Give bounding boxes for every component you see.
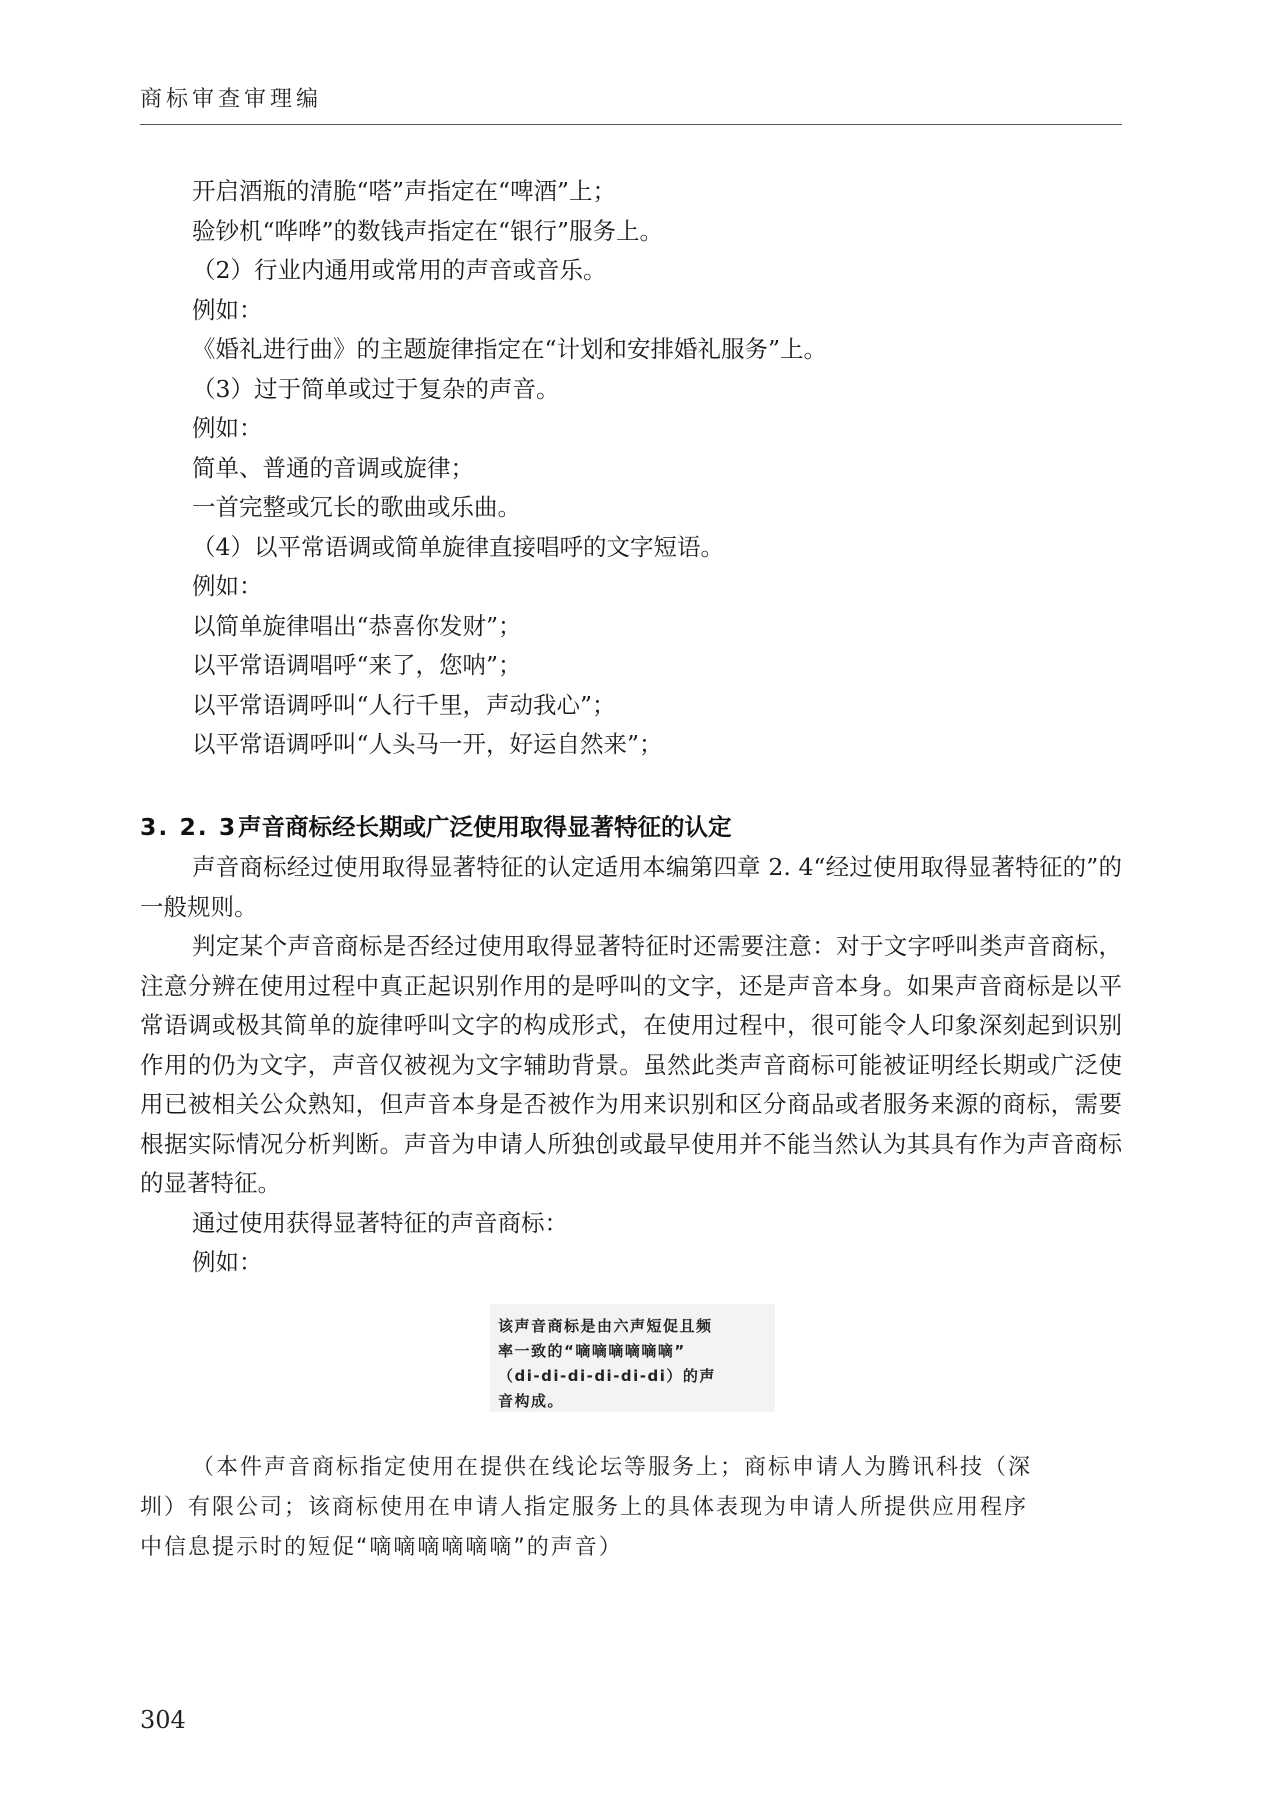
figure-line: 音构成。 xyxy=(498,1392,565,1410)
paragraph: 判定某个声音商标是否经过使用取得显著特征时还需要注意：对于文字呼叫类声音商标，注意分辨在使用过程中真正起识别作用的是呼叫的文字，还是声音本身。如果声音商标是以平常语调或极其简单的旋律呼叫文字的构成形式，在使用过程中，很可能令人印象深刻起到识别作用的仍为文字，声音仅被视为文字辅助背景。虽然此类声音商标可能被证明经长期或广泛使用已被相关公众熟知，但声音本身是否被作为用来识别和区分商品或者服务来源的商标，需要根据实际情况分析判断。声音为申请人所独创或最早使用并不能当然认为其具有作为声音商标的显著特征。 xyxy=(140,932,1122,1197)
section-body xyxy=(140,848,1122,1283)
section-heading xyxy=(140,808,732,842)
text-line: 以平常语调呼叫“人行千里，声动我心”； xyxy=(192,690,616,719)
text-line: 验钞机“哗哗”的数钱声指定在“银行”服务上。 xyxy=(192,216,664,245)
text-line: 例如： xyxy=(192,572,263,600)
caption-line: 中信息提示时的短促“嘀嘀嘀嘀嘀嘀”的声音） xyxy=(140,1535,623,1560)
running-header: 商标审查审理编 xyxy=(140,87,323,112)
figure-line: 率一致的“嘀嘀嘀嘀嘀嘀” xyxy=(498,1342,686,1360)
text-line: 以平常语调唱呼“来了，您呐”； xyxy=(192,651,522,679)
caption-line: 圳）有限公司；该商标使用在申请人指定服务上的具体表现为申请人所提供应用程序 xyxy=(140,1495,1029,1520)
paragraph: 通过使用获得显著特征的声音商标： xyxy=(192,1208,568,1237)
text-line: 以平常语调呼叫“人头马一开，好运自然来”； xyxy=(192,730,663,758)
text-line: （3）过于简单或过于复杂的声音。 xyxy=(192,374,560,403)
section-title: 声音商标经长期或广泛使用取得显著特征的认定 xyxy=(238,813,732,841)
paragraph: 声音商标经过使用取得显著特征的认定适用本编第四章 2. 4“经过使用取得显著特征的”的一般规则。 xyxy=(140,853,1122,921)
sound-mark-figure xyxy=(490,1304,775,1412)
caption-line: （本件声音商标指定使用在提供在线论坛等服务上；商标申请人为腾讯科技（深 xyxy=(192,1455,1033,1480)
section-number: 3. 2. 3 xyxy=(140,813,238,841)
text-line: 以简单旋律唱出“恭喜你发财”； xyxy=(192,611,522,640)
figure-caption xyxy=(140,1448,1122,1568)
examples-block xyxy=(140,172,1122,765)
text-line: （2）行业内通用或常用的声音或音乐。 xyxy=(192,256,607,284)
text-line: 一首完整或冗长的歌曲或乐曲。 xyxy=(192,493,521,521)
text-line: 开启酒瓶的清脆“嗒”声指定在“啤酒”上； xyxy=(192,177,617,205)
text-line: 简单、普通的音调或旋律； xyxy=(192,453,474,482)
header-rule xyxy=(140,124,1122,125)
figure-line: （di-di-di-di-di-di）的声 xyxy=(498,1367,716,1385)
text-line: 《婚礼进行曲》的主题旋律指定在“计划和安排婚礼服务”上。 xyxy=(192,335,828,363)
figure-line: 该声音商标是由六声短促且频 xyxy=(498,1317,713,1335)
text-line: 例如： xyxy=(192,295,263,324)
text-line: 例如： xyxy=(192,414,263,442)
text-line: （4）以平常语调或简单旋律直接唱呼的文字短语。 xyxy=(192,532,724,561)
paragraph: 例如： xyxy=(192,1248,263,1276)
page-number: 304 xyxy=(140,1706,186,1734)
